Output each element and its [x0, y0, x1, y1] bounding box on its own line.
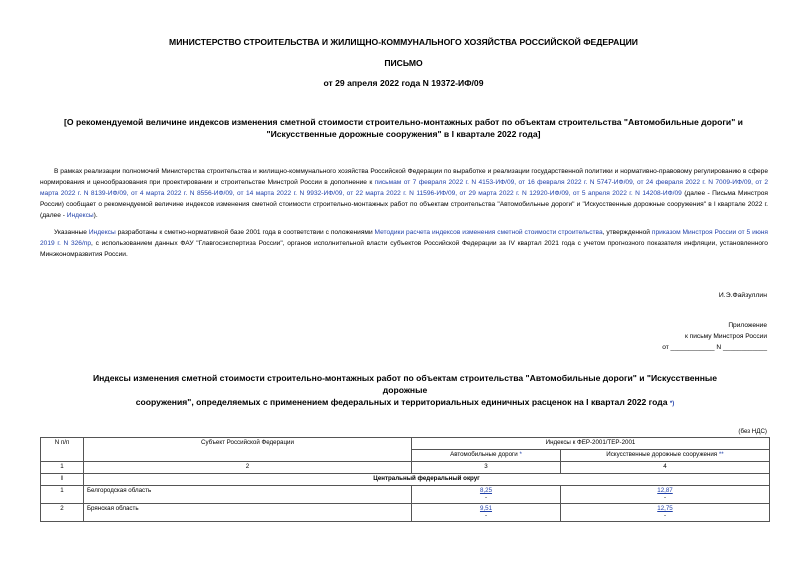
table-row [41, 486, 770, 504]
district-num: I [41, 474, 84, 486]
indices-link[interactable]: Индексы [66, 212, 94, 219]
subject-line1: [О рекомендуемой величине индексов изменения сметной стоимости строительно-монтажных работ по объектам строительства "Автомобильные дороги" и [64, 117, 743, 127]
header-roads [412, 450, 561, 462]
ministry-title: МИНИСТЕРСТВО СТРОИТЕЛЬСТВА И ЖИЛИЩНО-КОММУНАЛЬНОГО ХОЗЯЙСТВА РОССИЙСКОЙ ФЕДЕРАЦИИ [169, 37, 638, 47]
paragraph-2-part3: , утвержденной [602, 229, 652, 236]
annex-line1: Приложение [728, 322, 767, 329]
header-roads-label: Автомобильные дороги [450, 451, 518, 458]
table-row [41, 504, 770, 522]
table-title-line1: Индексы изменения сметной стоимости строительно-монтажных работ по объектам строительства "Автомобильные дороги" и "Искусственные дорожные [92, 373, 718, 395]
district-name: Центральный федеральный округ [84, 474, 770, 486]
annex-block [662, 320, 767, 353]
row-roads-sub: - [484, 512, 488, 519]
paragraph-2-part4: , с использованием данных ФАУ "Главгосэкспертиза России", органов исполнительной власти субъектов Российской Федерации за IV квартал 2021 года с учетом прогнозного показателя инфляции, установленного Минэкономразвития России. [40, 240, 768, 258]
row-region: Белгородская область [84, 486, 412, 504]
annex-line2: к письму Минстроя России [684, 333, 767, 340]
table-title-footnote-mark[interactable]: *) [669, 401, 675, 407]
structures-footnote-mark[interactable]: ** [718, 451, 724, 458]
row-structures-value[interactable]: 12,87 [657, 487, 673, 494]
row-roads-cell [412, 486, 561, 504]
paragraph-2-part2: разработаны к сметно-нормативной базе 2001 года в соответствии с положениями [115, 229, 375, 236]
row-structures-sub: - [663, 512, 667, 519]
row-roads-sub: - [484, 494, 488, 501]
col-number-cell: 3 [412, 462, 561, 474]
indices-table [40, 437, 770, 522]
header-subject: Субъект Российской Федерации [84, 438, 412, 462]
header-structures-label: Искусственные дорожные сооружения [606, 451, 718, 458]
paragraph-1-end: ). [93, 212, 98, 219]
row-structures-cell [561, 486, 770, 504]
row-region: Брянская область [84, 504, 412, 522]
table-header-row [41, 438, 770, 450]
paragraph-1-middle: (далее - Письма Минстроя России) сообщает о рекомендуемой величине индексов изменения сметной стоимости строительно-монтажных работ по объектам строительства "Автомобильные дороги" и "Искусственные дорожные сооружения" в I квартале 2022 г. (далее - [40, 190, 768, 219]
header-structures [561, 450, 770, 462]
doc-type: ПИСЬМО [384, 58, 423, 68]
roads-footnote-mark[interactable]: * [519, 451, 522, 458]
subject-line2: "Искусственные дорожные сооружения" в I квартале 2022 года] [266, 129, 541, 139]
row-num: 1 [41, 486, 84, 504]
district-row [41, 474, 770, 486]
row-num: 2 [41, 504, 84, 522]
row-structures-value[interactable]: 12,75 [657, 505, 673, 512]
paragraph-1 [40, 166, 768, 221]
col-number-cell: 2 [84, 462, 412, 474]
indices-link-2[interactable]: Индексы [88, 229, 116, 236]
table-title [80, 372, 730, 410]
annex-line3: от ____________ N ____________ [662, 344, 767, 351]
signature: И.Э.Файзуллин [718, 292, 767, 299]
order-link[interactable]: приказом Минстроя России от 5 июня 2019 г. N 326/пр [40, 229, 768, 247]
row-structures-cell [561, 504, 770, 522]
paragraph-2-start: Указанные [54, 229, 89, 236]
column-number-row [41, 462, 770, 474]
header-indices: Индексы к ФЕР-2001/ТЕР-2001 [412, 438, 770, 450]
paragraph-2 [40, 227, 768, 260]
vat-note: (без НДС) [738, 428, 767, 435]
paragraph-1-intro: В рамках реализации полномочий Министерства строительства и жилищно-коммунального хозяйства Российской Федерации по выработке и реализации государственной политики и нормативно-правовому регулированию в сфере нормирования и ценообразования при проектировании и строительстве Минстрой России в дополнение к [40, 168, 768, 186]
col-number-cell: 1 [41, 462, 84, 474]
row-roads-cell [412, 504, 561, 522]
row-roads-value[interactable]: 8,25 [479, 487, 493, 494]
doc-date-number: от 29 апреля 2022 года N 19372-ИФ/09 [323, 78, 484, 88]
letters-link[interactable]: письмам от 7 февраля 2022 г. N 4153-ИФ/09, от 16 февраля 2022 г. N 5747-ИФ/09, от 24 февраля 2022 г. N 7009-ИФ/09, от 2 марта 2022 г. N 8139-ИФ/09, от 4 марта 2022 г. N 8556-ИФ/09, от 14 марта 2022 г. N 9932-ИФ/09, от 22 марта 2022 г. N 11596-ИФ/09, от 29 марта 2022 г. N 12920-ИФ/09, от 5 апреля 2022 г. N 14208-ИФ/09 [40, 179, 768, 197]
table-title-line2: сооружения", определяемых с применением федеральных и территориальных единичных расценок на I квартал 2022 года [135, 397, 668, 407]
row-structures-sub: - [663, 494, 667, 501]
methodology-link[interactable]: Методики расчета индексов изменения сметной стоимости строительства [374, 229, 603, 236]
row-roads-value[interactable]: 9,51 [479, 505, 493, 512]
header-num: N п/п [41, 438, 84, 462]
col-number-cell: 4 [561, 462, 770, 474]
